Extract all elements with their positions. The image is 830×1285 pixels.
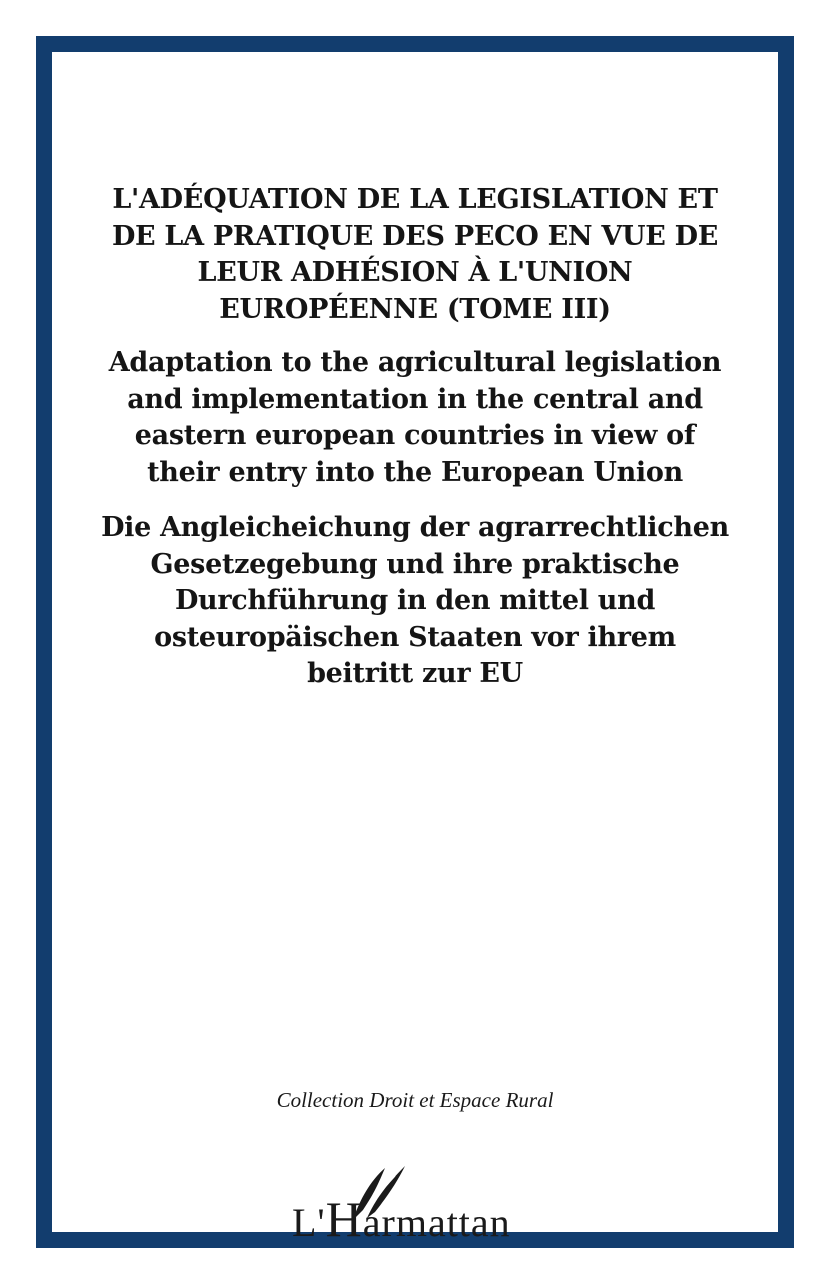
publisher-logo (292, 1162, 592, 1247)
french-title-line: DE LA PRATIQUE DES PECO EN VUE DE (111, 220, 719, 252)
german-title-line: beitritt zur EU (307, 658, 523, 689)
german-title (52, 510, 778, 693)
french-title (52, 182, 778, 328)
french-title-line: L'ADÉQUATION DE LA LEGISLATION ET (112, 184, 718, 215)
publisher-rest: armattan (362, 1200, 511, 1245)
publisher-wordmark (292, 1190, 511, 1248)
english-title-line: their entry into the European Union (147, 456, 683, 488)
french-title-line: LEUR ADHÉSION À L'UNION (197, 257, 633, 288)
french-title-line: EUROPÉENNE (TOME III) (219, 293, 611, 325)
german-title-line: osteuropäischen Staaten vor ihrem (154, 621, 676, 653)
german-title-line: Durchführung in den mittel und (174, 585, 656, 616)
german-title-line: Die Angleicheichung der agrarrechtlichen (101, 512, 729, 543)
publisher-prefix: L' (292, 1200, 326, 1245)
english-title (52, 345, 778, 491)
english-title-line: and implementation in the central and (127, 383, 703, 415)
german-title-line: Gesetzegebung und ihre praktische (150, 548, 680, 580)
collection-name: Collection Droit et Espace Rural (276, 1088, 554, 1112)
cover-frame (36, 36, 794, 1248)
english-title-line: Adaptation to the agricultural legislation (108, 347, 722, 378)
cover-panel (52, 52, 778, 1247)
publisher-initial: H (325, 1191, 363, 1247)
english-title-line: eastern european countries in view of (134, 420, 696, 451)
